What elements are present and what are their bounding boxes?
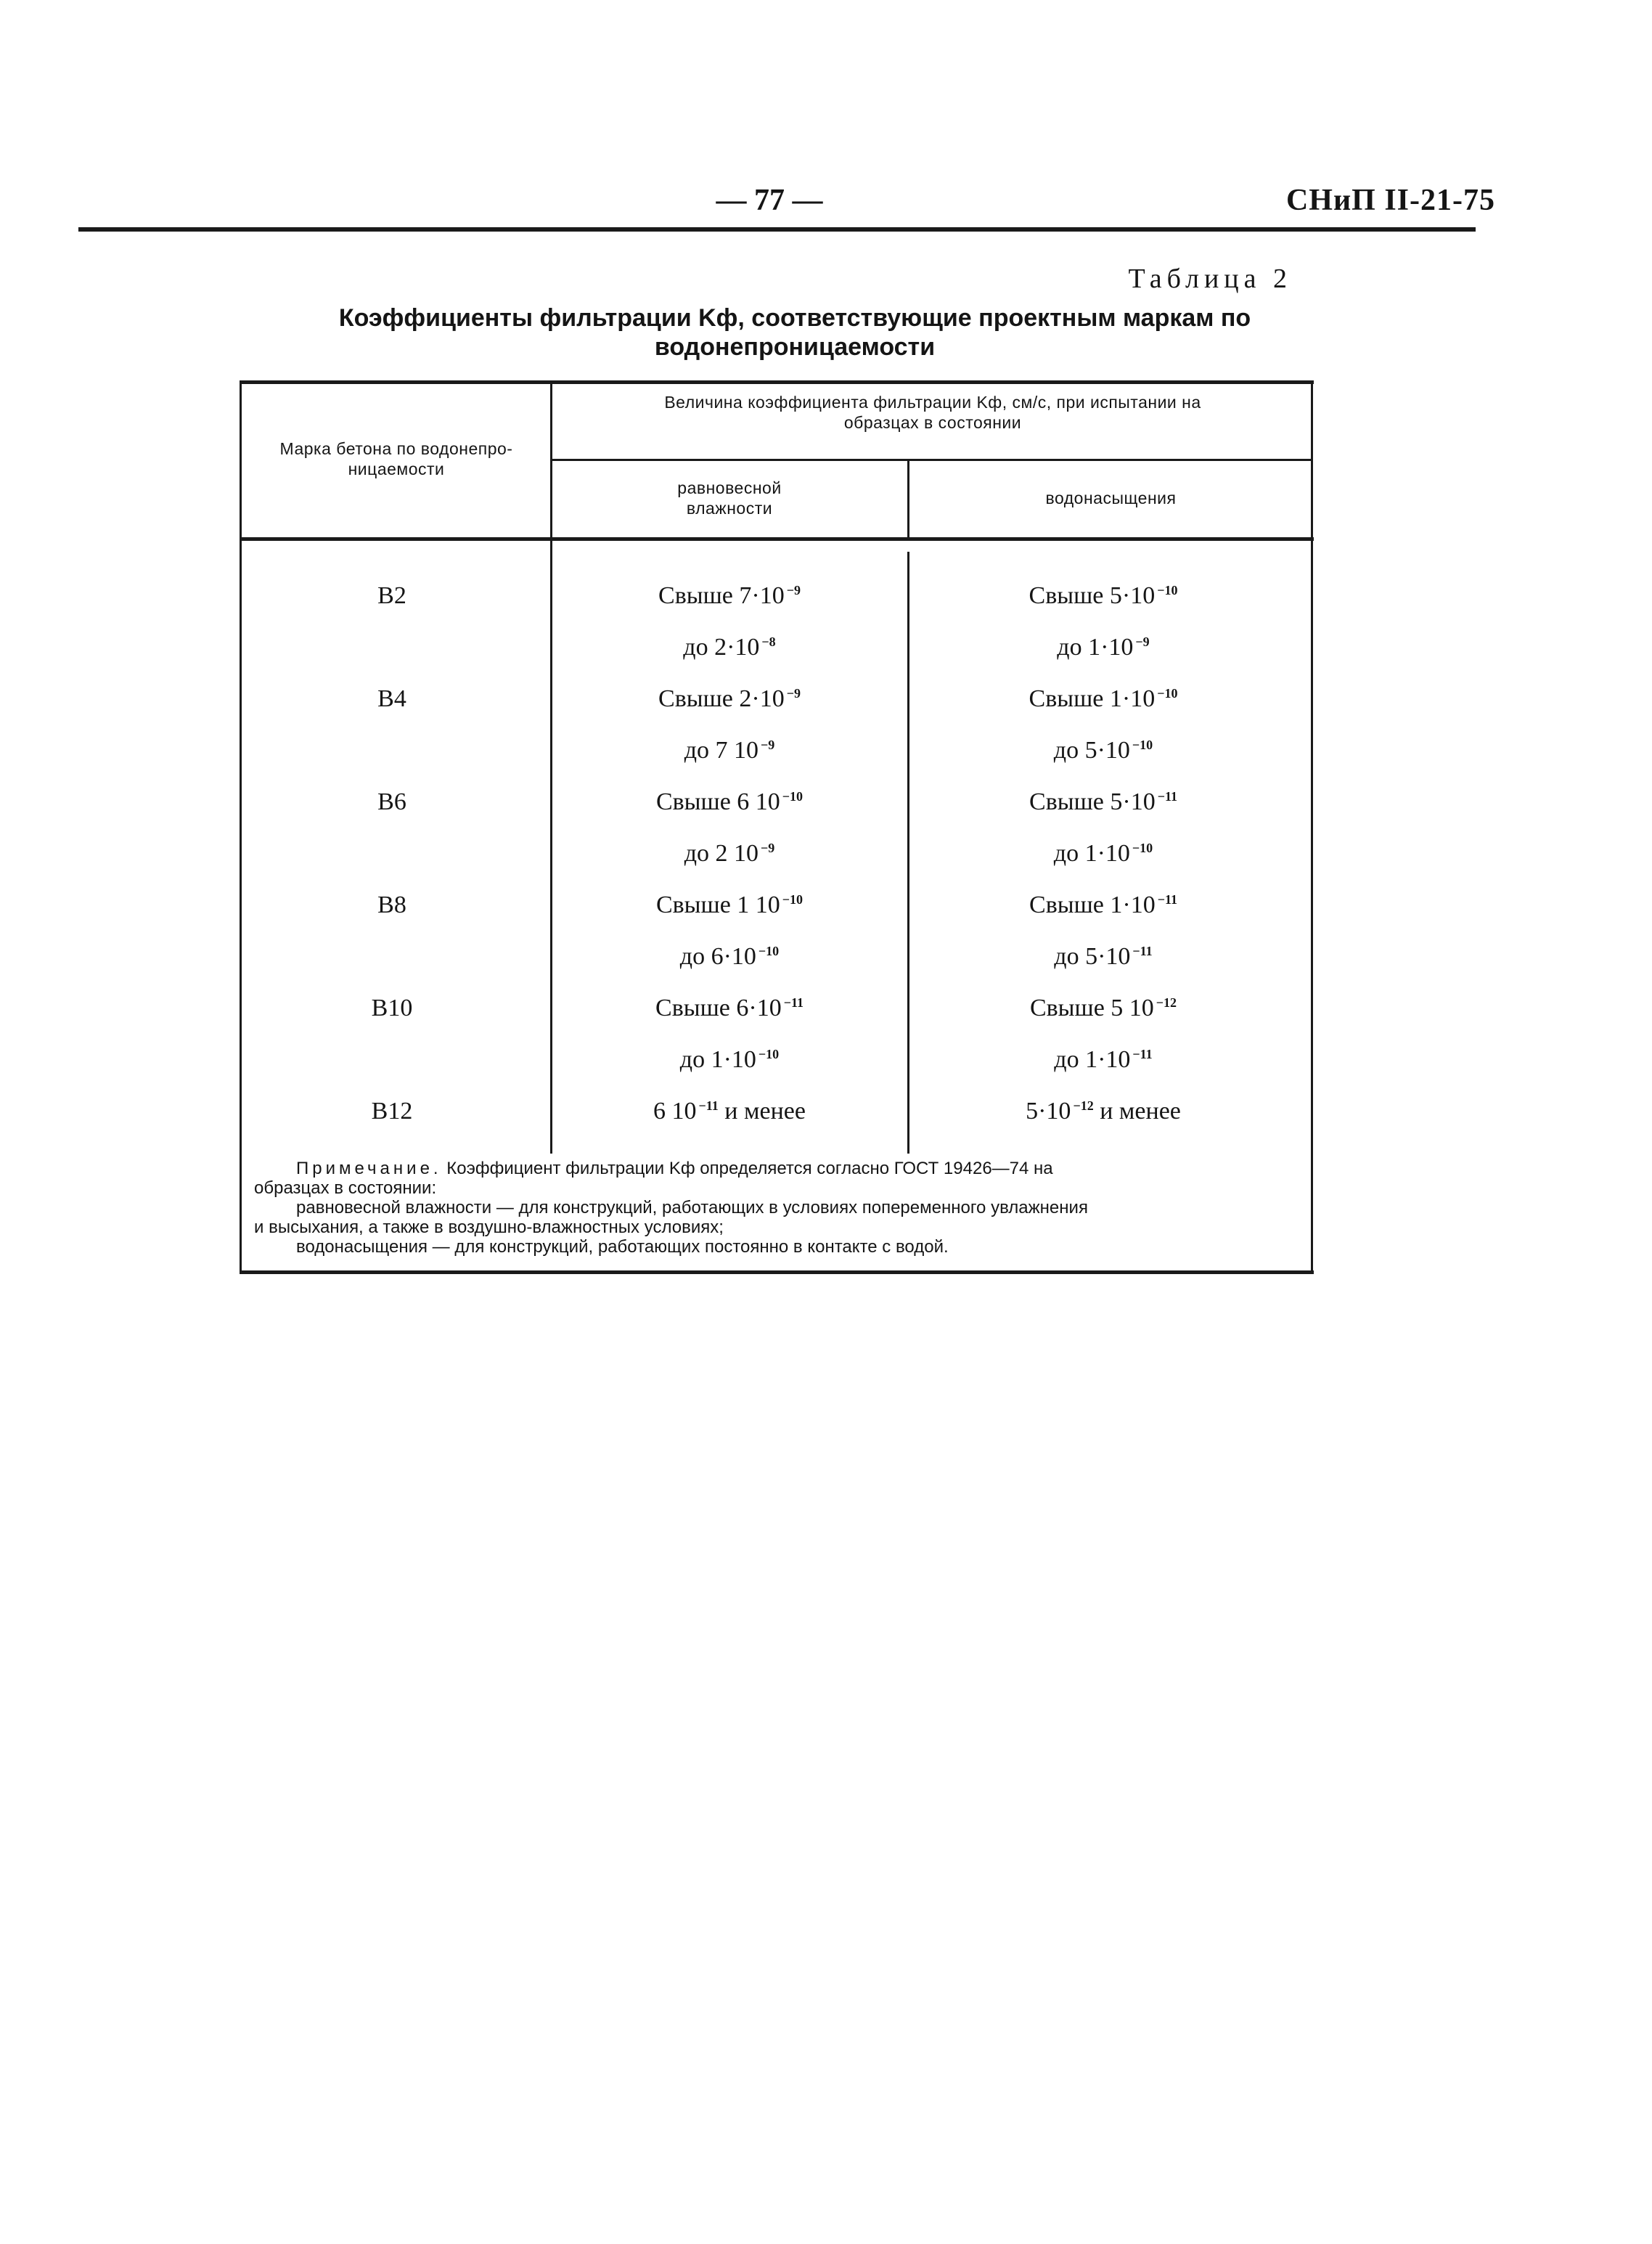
column-header-grade <box>244 438 549 479</box>
saturation-from-cell <box>907 780 1299 825</box>
saturation-from-cell <box>907 574 1299 619</box>
value-text: Свыше 7·10 <box>658 582 785 609</box>
equilibrium-to-cell <box>552 934 907 979</box>
grade-cell: B4 <box>377 685 406 712</box>
value-text: до 2 10 <box>684 840 759 867</box>
exponent: −9 <box>786 686 801 701</box>
column-header-grade-line-2: ницаемости <box>348 460 445 478</box>
saturation-to-cell <box>907 1037 1299 1082</box>
exponent: −11 <box>1157 892 1177 907</box>
column-divider-eq <box>907 459 909 539</box>
value-text: Свыше 1·10 <box>1029 892 1156 918</box>
column-header-saturation: водонасыщения <box>1045 489 1177 507</box>
value-text: до 5·10 <box>1053 737 1130 764</box>
value-text: Свыше 2·10 <box>658 685 785 712</box>
exponent: −11 <box>1157 789 1177 804</box>
equilibrium-to-cell <box>552 625 907 670</box>
exponent: −11 <box>1132 944 1153 958</box>
grade-cell: B6 <box>377 788 406 815</box>
grade-cell: B2 <box>377 582 406 609</box>
note-line-4: и высыхания, а также в воздушно-влажностных условиях; <box>254 1217 724 1237</box>
value-text: Свыше 5·10 <box>1029 582 1156 609</box>
equilibrium-from-cell <box>552 677 907 722</box>
table-top-rule <box>240 380 1314 384</box>
saturation-to-cell <box>907 728 1299 773</box>
column-header-equilibrium-line-2: влажности <box>686 499 773 518</box>
note-line-1-text: Коэффициент фильтрации Kф определяется согласно ГОСТ 19426—74 на <box>446 1159 1053 1178</box>
table-label: Таблица 2 <box>1128 264 1292 294</box>
exponent: −10 <box>758 1047 780 1061</box>
saturation-cell <box>907 1089 1299 1134</box>
value-text: до 1·10 <box>1057 634 1134 661</box>
exponent: −11 <box>783 995 803 1010</box>
value-text: до 2·10 <box>683 634 760 661</box>
equilibrium-cell <box>552 1089 907 1134</box>
exponent: −9 <box>786 583 801 597</box>
grade-cell: B10 <box>371 995 413 1021</box>
equilibrium-to-cell <box>552 831 907 876</box>
saturation-from-cell <box>907 986 1299 1031</box>
saturation-from-cell <box>907 677 1299 722</box>
table-title <box>240 303 1350 362</box>
column-group-header-line-1: Величина коэффициента фильтрации Kф, см/с, при испытании на <box>664 393 1201 412</box>
equilibrium-from-cell <box>552 780 907 825</box>
exponent: −11 <box>698 1098 719 1113</box>
header-bottom-rule <box>240 537 1314 541</box>
value-text: до 1·10 <box>1053 840 1130 867</box>
header-rule <box>78 227 1476 232</box>
exponent: −9 <box>1135 635 1150 649</box>
note-line-3: равновесной влажности — для конструкций, работающих в условиях попеременного увлажнения <box>296 1198 1088 1217</box>
note-line-5: водонасыщения — для конструкций, работающих постоянно в контакте с водой. <box>296 1237 949 1257</box>
value-suffix: и менее <box>724 1098 806 1125</box>
value-text: Свыше 6 10 <box>655 788 780 815</box>
value-text: Свыше 1 10 <box>655 892 780 918</box>
table-right-border <box>1311 380 1313 1273</box>
value-text: до 1·10 <box>679 1046 756 1073</box>
grade-cell: B12 <box>371 1098 413 1125</box>
note-line-2: образцах в состоянии: <box>254 1178 437 1198</box>
subheader-rule <box>550 459 1312 461</box>
value-text: до 5·10 <box>1054 943 1131 970</box>
table-title-line-1: Коэффициенты фильтрации Kф, соответствующие проектным маркам по <box>338 304 1251 332</box>
exponent: −10 <box>1157 583 1178 597</box>
exponent: −10 <box>1132 738 1153 752</box>
exponent: −10 <box>1132 841 1153 855</box>
saturation-to-cell <box>907 934 1299 979</box>
value-suffix: и менее <box>1100 1098 1181 1125</box>
note-line-1 <box>296 1159 1053 1178</box>
document-code: СНиП II-21-75 <box>1285 184 1495 217</box>
grade-cell: B8 <box>377 892 406 918</box>
exponent: −12 <box>1156 995 1177 1010</box>
value-text: до 1·10 <box>1054 1046 1131 1073</box>
column-header-equilibrium-line-1: равновесной <box>677 478 782 497</box>
exponent: −10 <box>1157 686 1178 701</box>
exponent: −9 <box>761 841 775 855</box>
equilibrium-from-cell <box>552 574 907 619</box>
exponent: −10 <box>758 944 780 958</box>
column-group-header <box>566 392 1299 433</box>
exponent: −12 <box>1073 1098 1094 1113</box>
value-text: Свыше 1·10 <box>1029 685 1156 712</box>
column-header-equilibrium <box>555 478 904 518</box>
value-text: Свыше 5·10 <box>1029 788 1156 815</box>
value-text: до 7 10 <box>684 737 759 764</box>
saturation-from-cell <box>907 883 1299 928</box>
column-header-grade-line-1: Марка бетона по водонепро- <box>279 439 513 458</box>
value-text: Свыше 6·10 <box>655 995 782 1021</box>
table-left-border <box>240 380 242 1273</box>
value-text: Свыше 5 10 <box>1029 995 1154 1021</box>
exponent: −8 <box>761 635 776 649</box>
column-group-header-line-2: образцах в состоянии <box>843 413 1022 432</box>
equilibrium-from-cell <box>552 883 907 928</box>
exponent: −10 <box>782 789 803 804</box>
exponent: −11 <box>1132 1047 1153 1061</box>
saturation-to-cell <box>907 831 1299 876</box>
page-number: — 77 — <box>716 184 823 217</box>
table-bottom-rule <box>240 1270 1314 1274</box>
exponent: −9 <box>761 738 775 752</box>
exponent: −10 <box>782 892 803 907</box>
equilibrium-to-cell <box>552 1037 907 1082</box>
saturation-to-cell <box>907 625 1299 670</box>
value-text: 6 10 <box>653 1098 697 1125</box>
value-text: 5·10 <box>1026 1098 1071 1125</box>
equilibrium-to-cell <box>552 728 907 773</box>
note-lead: Примечание. <box>296 1159 442 1178</box>
equilibrium-from-cell <box>552 986 907 1031</box>
value-text: до 6·10 <box>679 943 756 970</box>
table-title-line-2: водонепроницаемости <box>654 333 936 361</box>
